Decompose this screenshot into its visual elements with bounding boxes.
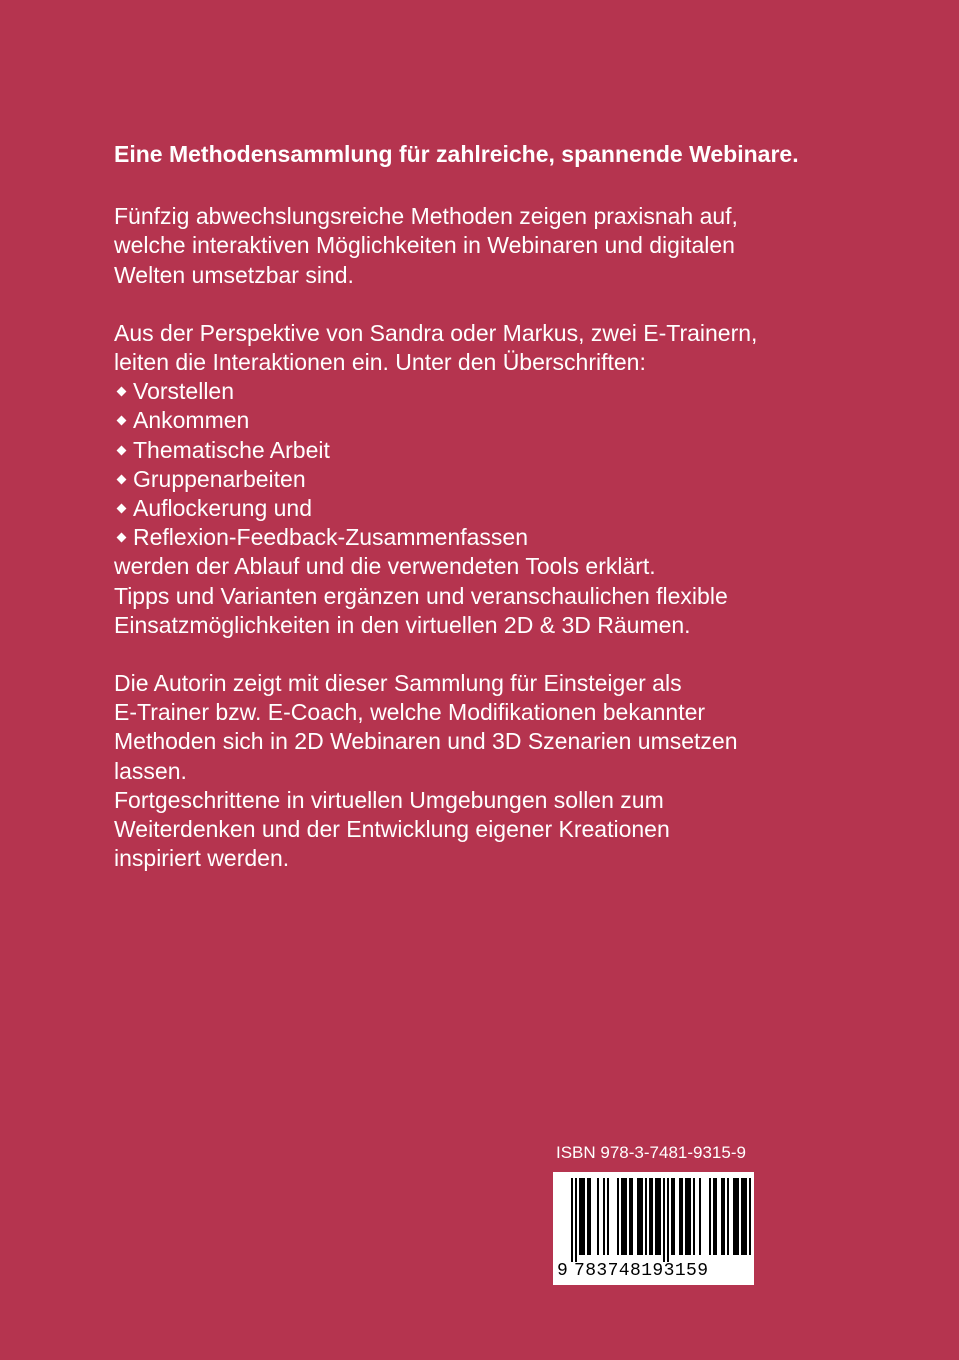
barcode-bar bbox=[649, 1178, 651, 1255]
barcode-bar bbox=[667, 1178, 669, 1262]
topic-label: Auflockerung und bbox=[133, 495, 313, 522]
barcode-bar bbox=[723, 1178, 725, 1255]
barcode-bar bbox=[597, 1178, 599, 1255]
barcode-bar bbox=[715, 1178, 717, 1255]
topic-label: Ankommen bbox=[133, 407, 250, 434]
perspective-line: leiten die Interaktionen ein. Unter den Überschriften: bbox=[114, 349, 646, 376]
barcode-bar bbox=[639, 1178, 641, 1255]
author-line: Weiterdenken und der Entwicklung eigener Kreationen bbox=[114, 816, 670, 843]
topic-item bbox=[114, 465, 874, 494]
barcode-bar bbox=[671, 1178, 673, 1255]
barcode-bar bbox=[631, 1178, 633, 1255]
barcode-bar bbox=[583, 1178, 585, 1255]
barcode-bar bbox=[743, 1178, 745, 1255]
intro-line: Welten umsetzbar sind. bbox=[114, 261, 354, 288]
barcode-bar bbox=[589, 1178, 591, 1255]
isbn-label: ISBN 978-3-7481-9315-9 bbox=[556, 1143, 746, 1162]
barcode-bar bbox=[737, 1178, 739, 1255]
diamond-bullet-icon bbox=[117, 387, 127, 397]
barcode-digits: 783748193159 bbox=[574, 1261, 709, 1281]
barcode-bar bbox=[575, 1178, 577, 1262]
topic-item bbox=[114, 523, 874, 552]
barcode-bar bbox=[651, 1178, 653, 1255]
barcode-bar bbox=[657, 1178, 659, 1255]
topic-label: Reflexion-Feedback-Zusammenfassen bbox=[133, 524, 529, 551]
barcode-bar bbox=[637, 1178, 639, 1255]
summary-line: Einsatzmöglichkeiten in den virtuellen 2D & 3D Räumen. bbox=[114, 611, 691, 638]
author-line: Fortgeschrittene in virtuellen Umgebungen sollen zum bbox=[114, 786, 664, 813]
barcode-bar bbox=[571, 1178, 573, 1262]
topic-label: Vorstellen bbox=[133, 378, 235, 405]
summary-line: Tipps und Varianten ergänzen und veranschaulichen flexible bbox=[114, 582, 728, 609]
author-line: lassen. bbox=[114, 757, 187, 784]
diamond-bullet-icon bbox=[117, 504, 127, 514]
barcode-bar bbox=[745, 1178, 747, 1255]
barcode-bar bbox=[673, 1178, 675, 1255]
topic-item bbox=[114, 494, 874, 523]
barcode-bar bbox=[735, 1178, 737, 1255]
barcode-bar bbox=[709, 1178, 711, 1255]
barcode-bar bbox=[659, 1178, 661, 1255]
barcode-bar bbox=[681, 1178, 683, 1255]
barcode-bar bbox=[727, 1178, 729, 1255]
diamond-bullet-icon bbox=[117, 445, 127, 455]
barcode-bar bbox=[581, 1178, 583, 1255]
barcode-bar bbox=[579, 1178, 581, 1255]
barcode-bar bbox=[685, 1178, 687, 1255]
barcode-bar bbox=[741, 1178, 743, 1255]
barcode-bars bbox=[553, 1172, 754, 1262]
summary-line: werden der Ablauf und die verwendeten Tools erklärt. bbox=[114, 553, 656, 580]
barcode-bar bbox=[625, 1178, 627, 1255]
intro-line: welche interaktiven Möglichkeiten in Webinaren und digitalen bbox=[114, 232, 735, 259]
topic-item bbox=[114, 377, 874, 406]
intro-paragraph bbox=[114, 202, 874, 290]
topic-label: Gruppenarbeiten bbox=[133, 465, 306, 492]
barcode-bar bbox=[663, 1178, 665, 1262]
barcode-bar bbox=[617, 1178, 619, 1255]
author-line: Methoden sich in 2D Webinaren und 3D Szenarien umsetzen bbox=[114, 728, 738, 755]
barcode-bar bbox=[679, 1178, 681, 1255]
barcode-number bbox=[553, 1260, 754, 1282]
headline: Eine Methodensammlung für zahlreiche, spannende Webinare. bbox=[114, 141, 799, 167]
barcode-bar bbox=[641, 1178, 643, 1255]
topic-item bbox=[114, 436, 874, 465]
barcode-bar bbox=[689, 1178, 691, 1255]
back-cover-text bbox=[114, 140, 874, 902]
diamond-bullet-icon bbox=[117, 474, 127, 484]
barcode-bar bbox=[655, 1178, 657, 1255]
perspective-paragraph bbox=[114, 319, 874, 640]
barcode-bar bbox=[623, 1178, 625, 1255]
intro-line: Fünfzig abwechslungsreiche Methoden zeigen praxisnah auf, bbox=[114, 203, 738, 230]
barcode-bar bbox=[607, 1178, 609, 1255]
isbn-barcode bbox=[553, 1172, 754, 1285]
barcode-bar bbox=[693, 1178, 695, 1255]
barcode-bar bbox=[603, 1178, 605, 1255]
barcode-bar bbox=[721, 1178, 723, 1255]
diamond-bullet-icon bbox=[117, 533, 127, 543]
topic-item bbox=[114, 406, 874, 435]
topic-list bbox=[114, 377, 874, 552]
perspective-line: Aus der Perspektive von Sandra oder Markus, zwei E-Trainern, bbox=[114, 319, 758, 346]
barcode-bar bbox=[587, 1178, 589, 1255]
topic-label: Thematische Arbeit bbox=[133, 436, 330, 463]
diamond-bullet-icon bbox=[117, 416, 127, 426]
barcode-bar bbox=[645, 1178, 647, 1255]
barcode-bar bbox=[699, 1178, 701, 1255]
barcode-bar bbox=[749, 1178, 751, 1255]
barcode-bar bbox=[629, 1178, 631, 1255]
author-paragraph bbox=[114, 669, 874, 873]
barcode-bar bbox=[713, 1178, 715, 1255]
author-line: Die Autorin zeigt mit dieser Sammlung für Einsteiger als bbox=[114, 670, 682, 697]
barcode-bar bbox=[687, 1178, 689, 1255]
author-line: E-Trainer bzw. E-Coach, welche Modifikationen bekannter bbox=[114, 699, 706, 726]
barcode-bar bbox=[733, 1178, 735, 1255]
barcode-first-digit: 9 bbox=[557, 1261, 568, 1281]
author-line: inspiriert werden. bbox=[114, 845, 290, 872]
barcode-bar bbox=[621, 1178, 623, 1255]
